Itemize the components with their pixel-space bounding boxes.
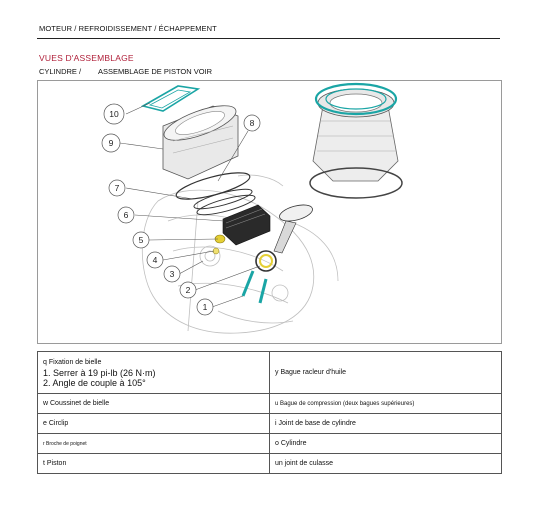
legend-cell-base-gasket: i Joint de base de cylindre: [270, 414, 502, 434]
svg-text:3: 3: [169, 269, 175, 279]
legend-cell-head-gasket: un joint de culasse: [270, 454, 502, 474]
subsection-reference: ASSEMBLAGE DE PISTON VOIR: [98, 67, 213, 76]
rod-bolts-part: [243, 271, 266, 303]
legend-torque-step-2: 2. Angle de couple à 105°: [43, 378, 146, 388]
svg-text:5: 5: [138, 235, 144, 245]
section-title: VUES D'ASSEMBLAGE: [39, 53, 134, 63]
callout-2: [180, 282, 196, 298]
legend-cell-piston: t Piston: [38, 454, 270, 474]
parts-legend-table: [37, 351, 502, 474]
legend-torque-step-1: 1. Serrer à 19 pi-lb (26 N·m): [43, 368, 156, 378]
callout-4: [147, 252, 163, 268]
svg-text:10: 10: [109, 109, 119, 119]
svg-text:2: 2: [185, 285, 191, 295]
piston-part: [223, 205, 270, 245]
svg-text:7: 7: [114, 183, 120, 193]
svg-text:9: 9: [108, 138, 114, 148]
legend-cell-circlip: e Circlip: [38, 414, 270, 434]
engine-block-sketch: [142, 175, 338, 333]
assembly-illustration: [38, 81, 501, 343]
subsection-label: CYLINDRE /: [39, 67, 82, 76]
legend-item-title: q Fixation de bielle: [43, 359, 102, 366]
table-row: [38, 454, 502, 474]
cylinder-part: [160, 99, 240, 179]
legend-cell-oil-ring: y Bague racleur d'huile: [270, 352, 502, 394]
callout-9: [102, 134, 120, 152]
legend-cell-wrist-pin: r Broche de poignet: [38, 434, 270, 454]
legend-cell-cylinder: o Cylindre: [270, 434, 502, 454]
legend-cell-compression-rings: u Bague de compression (deux bagues supérieures): [270, 394, 502, 414]
svg-text:6: 6: [123, 210, 129, 220]
legend-cell-rod-fastener: [38, 352, 270, 394]
table-row: [38, 414, 502, 434]
table-row: [38, 394, 502, 414]
header-divider: [37, 38, 500, 39]
svg-text:1: 1: [202, 302, 208, 312]
head-gasket-part: [143, 86, 198, 111]
svg-text:4: 4: [152, 255, 158, 265]
callout-1: [197, 299, 213, 315]
callout-5: [133, 232, 149, 248]
callout-8: [244, 115, 260, 131]
assembled-cylinder: [310, 84, 402, 198]
table-row: [38, 434, 502, 454]
legend-cell-rod-bearing: w Coussinet de bielle: [38, 394, 270, 414]
callout-3: [164, 266, 180, 282]
table-row: [38, 352, 502, 394]
svg-text:8: 8: [249, 118, 255, 128]
breadcrumb: MOTEUR / REFROIDISSEMENT / ÉCHAPPEMENT: [39, 24, 217, 33]
exploded-assembly-figure: [37, 80, 502, 344]
callout-10: [104, 104, 124, 124]
callout-6: [118, 207, 134, 223]
callout-7: [109, 180, 125, 196]
